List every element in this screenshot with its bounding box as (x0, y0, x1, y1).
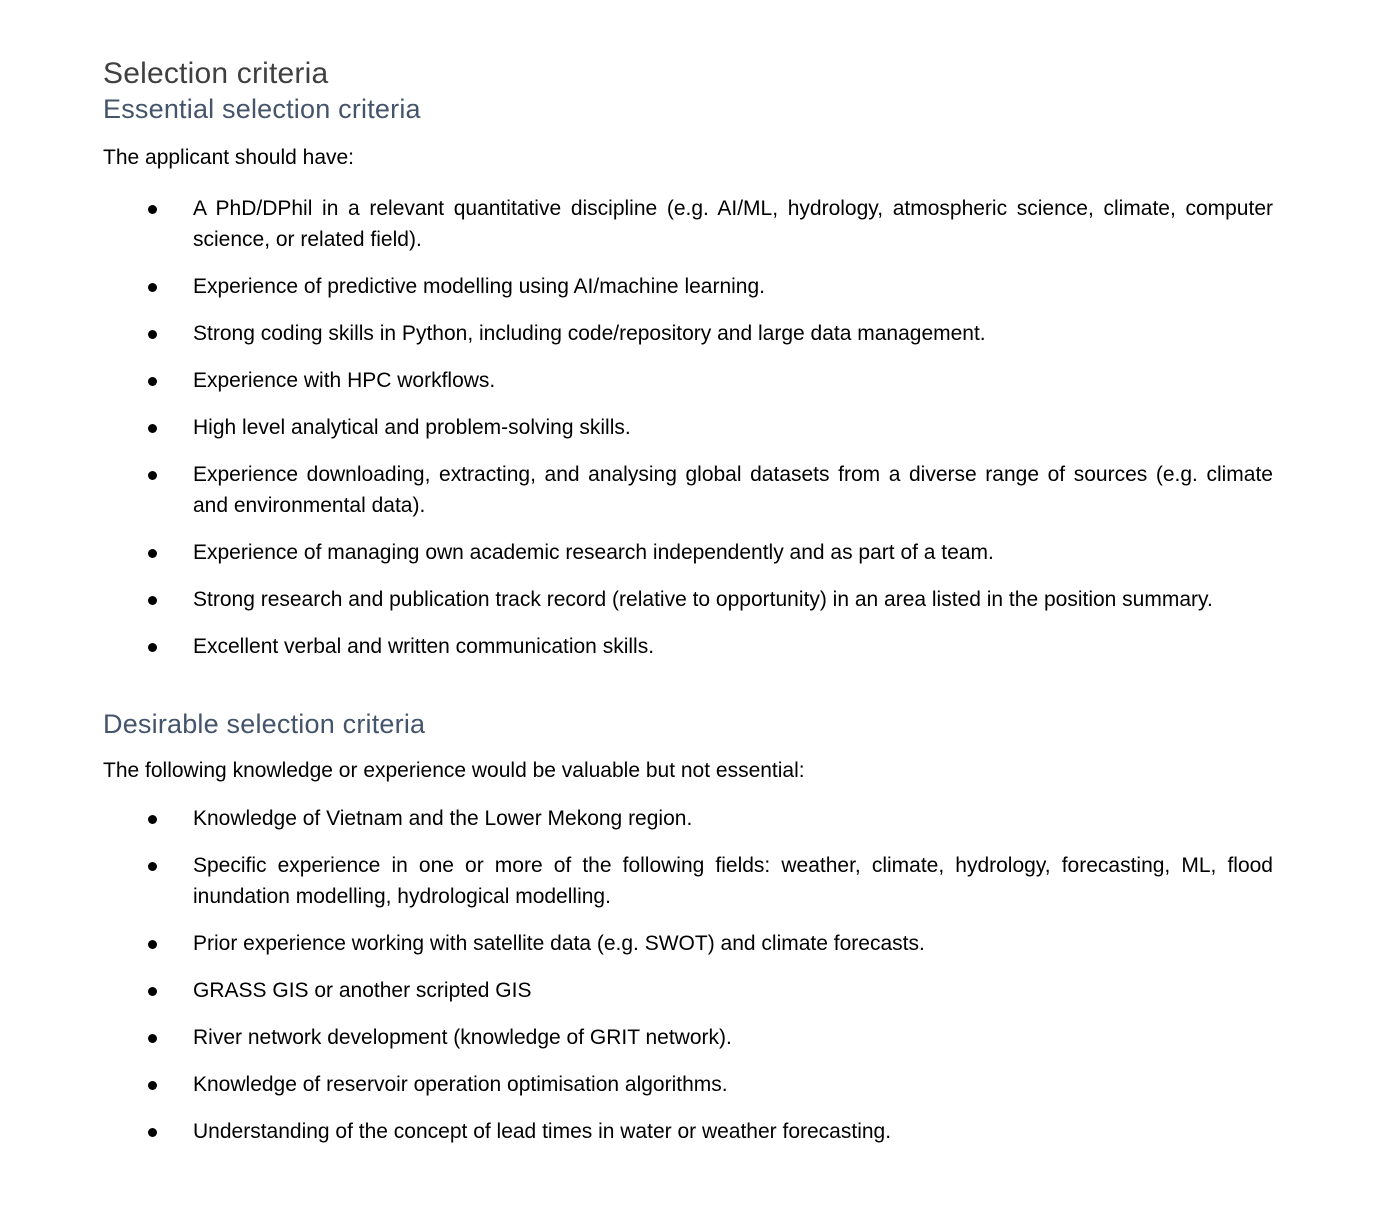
bullet-icon (148, 815, 157, 824)
list-item-text: Strong research and publication track record (relative to opportunity) in an area listed in the position summary. (193, 588, 1213, 611)
bullet-icon (148, 471, 157, 480)
bullet-icon (148, 987, 157, 996)
desirable-list (103, 803, 1273, 1147)
list-item (103, 850, 1273, 912)
essential-list (103, 193, 1273, 662)
bullet-icon (148, 1128, 157, 1137)
bullet-icon (148, 424, 157, 433)
bullet-icon (148, 1034, 157, 1043)
bullet-icon (148, 940, 157, 949)
list-item-text: A PhD/DPhil in a relevant quantitative discipline (e.g. AI/ML, hydrology, atmospheric science, climate, computer science, or related field). (193, 197, 1273, 251)
list-item-text: River network development (knowledge of GRIT network). (193, 1026, 732, 1049)
list-item-text: Excellent verbal and written communication skills. (193, 635, 655, 658)
list-item (103, 1069, 1273, 1100)
list-item-text: Understanding of the concept of lead times in water or weather forecasting. (193, 1120, 892, 1143)
document-page (103, 56, 1273, 1163)
list-item (103, 584, 1273, 615)
bullet-icon (148, 283, 157, 292)
list-item-text: Experience of predictive modelling using AI/machine learning. (193, 275, 765, 298)
list-item (103, 271, 1273, 302)
list-item-text: Knowledge of reservoir operation optimisation algorithms. (193, 1073, 728, 1096)
list-item-text: Strong coding skills in Python, including code/repository and large data management. (193, 322, 986, 345)
list-item (103, 975, 1273, 1006)
bullet-icon (148, 549, 157, 558)
list-item (103, 928, 1273, 959)
list-item-text: Experience downloading, extracting, and analysing global datasets from a diverse range of sources (e.g. climate and environmental data). (193, 463, 1273, 517)
bullet-icon (148, 205, 157, 214)
list-item (103, 803, 1273, 834)
desirable-heading: Desirable selection criteria (103, 709, 426, 739)
bullet-icon (148, 862, 157, 871)
list-item-text: GRASS GIS or another scripted GIS (193, 979, 532, 1002)
page-title: Selection criteria (103, 57, 329, 90)
bullet-icon (148, 643, 157, 652)
list-item-text: High level analytical and problem-solving skills. (193, 416, 631, 439)
bullet-icon (148, 596, 157, 605)
list-item (103, 631, 1273, 662)
list-item-text: Experience with HPC workflows. (193, 369, 496, 392)
desirable-intro: The following knowledge or experience would be valuable but not essential: (103, 759, 805, 782)
list-item (103, 1022, 1273, 1053)
list-item (103, 193, 1273, 255)
list-item (103, 459, 1273, 521)
essential-intro: The applicant should have: (103, 146, 355, 169)
list-item (103, 1116, 1273, 1147)
bullet-icon (148, 330, 157, 339)
list-item (103, 537, 1273, 568)
bullet-icon (148, 1081, 157, 1090)
list-item-text: Prior experience working with satellite data (e.g. SWOT) and climate forecasts. (193, 932, 925, 955)
list-item (103, 318, 1273, 349)
list-item (103, 365, 1273, 396)
list-item (103, 412, 1273, 443)
list-item-text: Specific experience in one or more of the following fields: weather, climate, hydrology, forecasting, ML, flood inundation modelling, hydrological modelling. (193, 854, 1273, 908)
essential-heading: Essential selection criteria (103, 94, 421, 124)
list-item-text: Experience of managing own academic research independently and as part of a team. (193, 541, 994, 564)
bullet-icon (148, 377, 157, 386)
list-item-text: Knowledge of Vietnam and the Lower Mekong region. (193, 807, 693, 830)
